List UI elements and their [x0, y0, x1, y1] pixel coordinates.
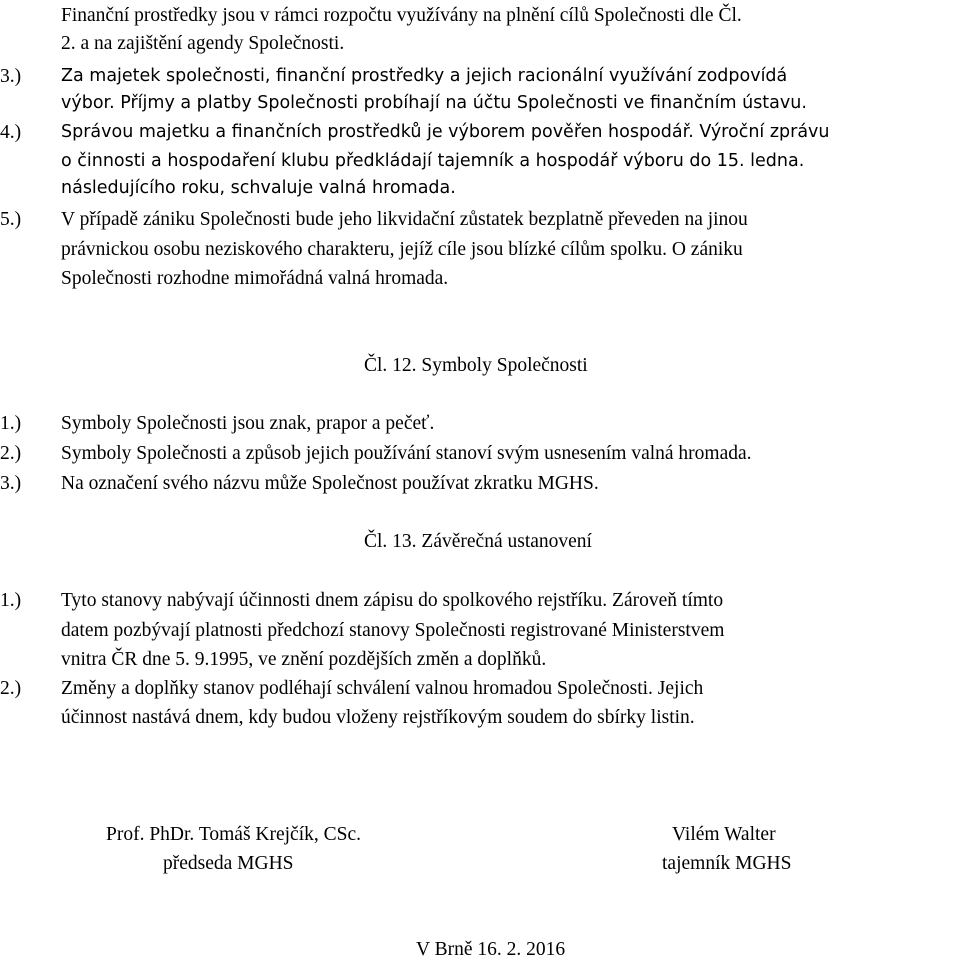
paragraph-line: následujícího roku, schvaluje valná hromada. — [61, 178, 456, 198]
signatory-right-role: tajemník MGHS — [662, 853, 792, 874]
paragraph-line: Tyto stanovy nabývají účinnosti dnem zápisu do spolkového rejstříku. Zároveň tímto — [61, 590, 724, 611]
paragraph-line: Symboly Společnosti a způsob jejich používání stanoví svým usnesením valná hromada. — [61, 443, 752, 464]
signatory-right-name: Vilém Walter — [672, 824, 776, 845]
paragraph-line: Změny a doplňky stanov podléhají schválení valnou hromadou Společnosti. Jejich — [61, 678, 704, 699]
paragraph-line: výbor. Příjmy a platby Společnosti probíhají na účtu Společnosti ve finančním ústavu. — [61, 93, 807, 113]
article-13-heading: Čl. 13. Závěrečná ustanovení — [364, 531, 592, 552]
signatory-left-role: předseda MGHS — [163, 853, 294, 874]
paragraph-line: právnickou osobu neziskového charakteru, jejíž cíle jsou blízké cílům spolku. O zániku — [61, 239, 743, 260]
item-number: 2.) — [0, 678, 22, 699]
item-number: 3.) — [0, 66, 22, 87]
paragraph-line: vnitra ČR dne 5. 9.1995, ve znění pozdějších změn a doplňků. — [61, 649, 547, 670]
item-number: 2.) — [0, 443, 22, 464]
paragraph-line: datem pozbývají platnosti předchozí stanovy Společnosti registrované Ministerstvem — [61, 620, 725, 641]
paragraph-line: 2. a na zajištění agendy Společnosti. — [61, 33, 345, 54]
paragraph-line: Za majetek společnosti, finanční prostředky a jejich racionální využívání zodpovídá — [61, 66, 788, 86]
item-number: 3.) — [0, 473, 22, 494]
paragraph-line: V případě zániku Společnosti bude jeho likvidační zůstatek bezplatně převeden na jinou — [61, 209, 748, 230]
item-number: 5.) — [0, 209, 22, 230]
paragraph-line: Na označení svého názvu může Společnost používat zkratku MGHS. — [61, 473, 599, 494]
paragraph-line: Společnosti rozhodne mimořádná valná hromada. — [61, 268, 449, 289]
article-12-heading: Čl. 12. Symboly Společnosti — [364, 355, 588, 376]
item-number: 1.) — [0, 590, 22, 611]
paragraph-line: účinnost nastává dnem, kdy budou vloženy rejstříkovým soudem do sbírky listin. — [61, 707, 695, 728]
paragraph-line: Finanční prostředky jsou v rámci rozpočtu využívány na plnění cílů Společnosti dle Čl. — [61, 5, 742, 26]
item-number: 1.) — [0, 413, 22, 434]
item-number: 4.) — [0, 122, 22, 143]
paragraph-line: Symboly Společnosti jsou znak, prapor a pečeť. — [61, 413, 435, 434]
place-and-date: V Brně 16. 2. 2016 — [416, 939, 566, 960]
signatory-left-name: Prof. PhDr. Tomáš Krejčík, CSc. — [106, 824, 362, 845]
paragraph-line: o činnosti a hospodaření klubu předkládají tajemník a hospodář výboru do 15. ledna. — [61, 151, 805, 171]
paragraph-line: Správou majetku a finančních prostředků je výborem pověřen hospodář. Výroční zprávu — [61, 122, 830, 142]
